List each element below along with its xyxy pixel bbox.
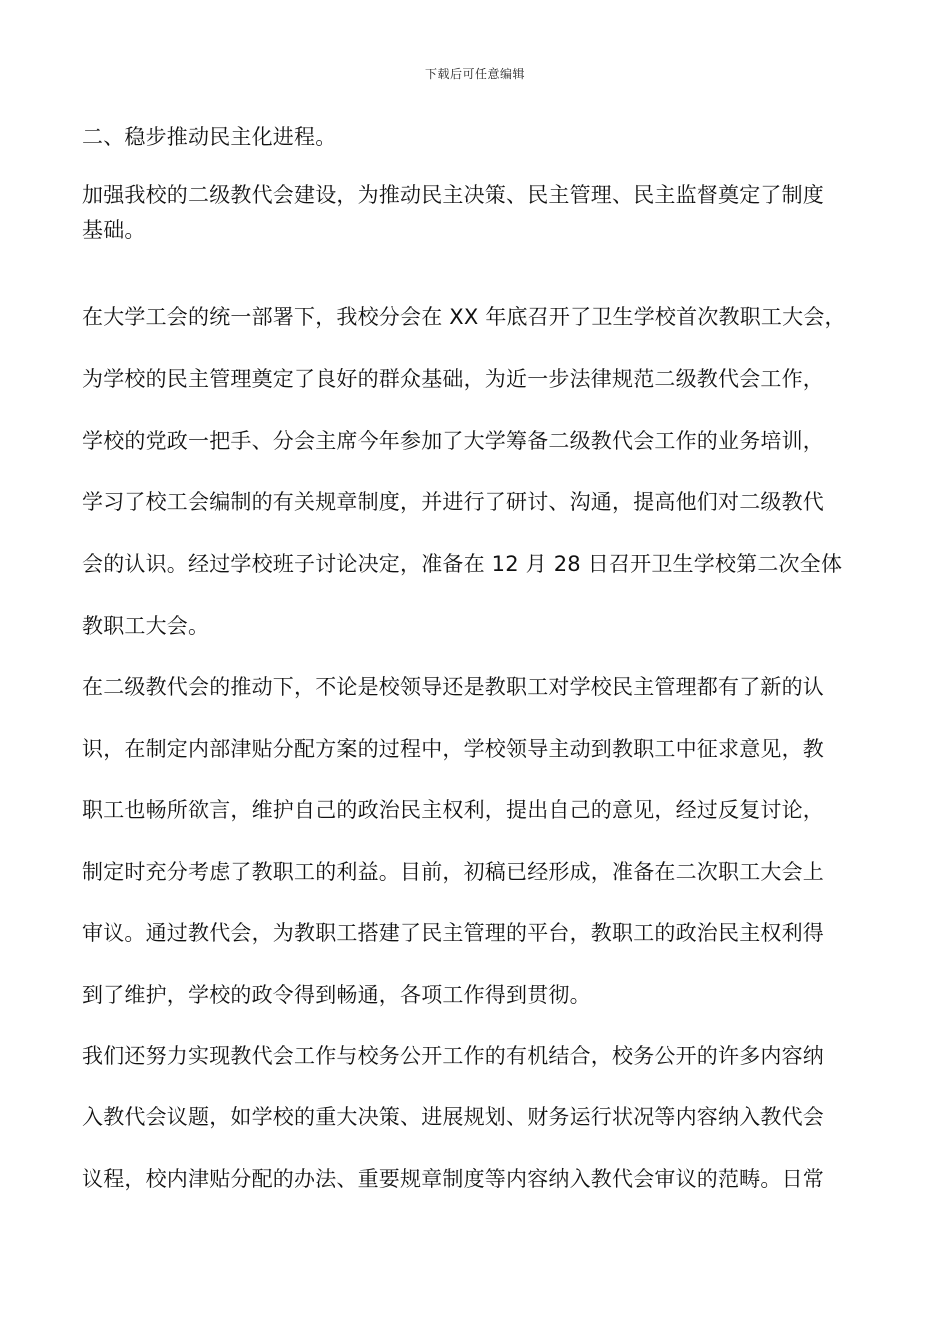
body-text-line: 基础。: [82, 218, 146, 242]
body-text-line: 加强我校的二级教代会建设，为推动民主决策、民主管理、民主监督奠定了制度: [82, 183, 824, 207]
body-text-line: 识，在制定内部津贴分配方案的过程中，学校领导主动到教职工中征求意见，教: [82, 737, 824, 761]
body-text-line: 学习了校工会编制的有关规章制度，并进行了研讨、沟通，提高他们对二级教代: [82, 490, 824, 514]
body-text-line: 为学校的民主管理奠定了良好的群众基础，为近一步法律规范二级教代会工作，: [82, 367, 824, 391]
body-text-line: 到了维护，学校的政令得到畅通，各项工作得到贯彻。: [82, 983, 591, 1007]
body-text-line: 学校的党政一把手、分会主席今年参加了大学筹备二级教代会工作的业务培训，: [82, 429, 824, 453]
section-heading: 二、稳步推动民主化进程。: [82, 125, 337, 149]
header-note: 下载后可任意编辑: [424, 67, 525, 81]
body-text-line: 审议。通过教代会，为教职工搭建了民主管理的平台，教职工的政治民主权利得: [82, 921, 824, 945]
body-text-line: 我们还努力实现教代会工作与校务公开工作的有机结合，校务公开的许多内容纳: [82, 1044, 824, 1068]
body-text-line: 教职工大会。: [82, 614, 210, 638]
body-text-line: 在二级教代会的推动下，不论是校领导还是教职工对学校民主管理都有了新的认: [82, 675, 824, 699]
body-text-line: 职工也畅所欲言，维护自己的政治民主权利，提出自己的意见，经过反复讨论，: [82, 798, 824, 822]
body-text-line: 入教代会议题，如学校的重大决策、进展规划、财务运行状况等内容纳入教代会: [82, 1105, 824, 1129]
body-text-line: 会的认识。经过学校班子讨论决定，准备在 12 月 28 日召开卫生学校第二次全体: [82, 552, 843, 576]
body-text-line: 在大学工会的统一部署下，我校分会在 XX 年底召开了卫生学校首次教职工大会，: [82, 305, 846, 329]
body-text-line: 议程，校内津贴分配的办法、重要规章制度等内容纳入教代会审议的范畴。日常: [82, 1167, 824, 1191]
body-text-line: 制定时充分考虑了教职工的利益。目前，初稿已经形成，准备在二次职工大会上: [82, 860, 824, 884]
